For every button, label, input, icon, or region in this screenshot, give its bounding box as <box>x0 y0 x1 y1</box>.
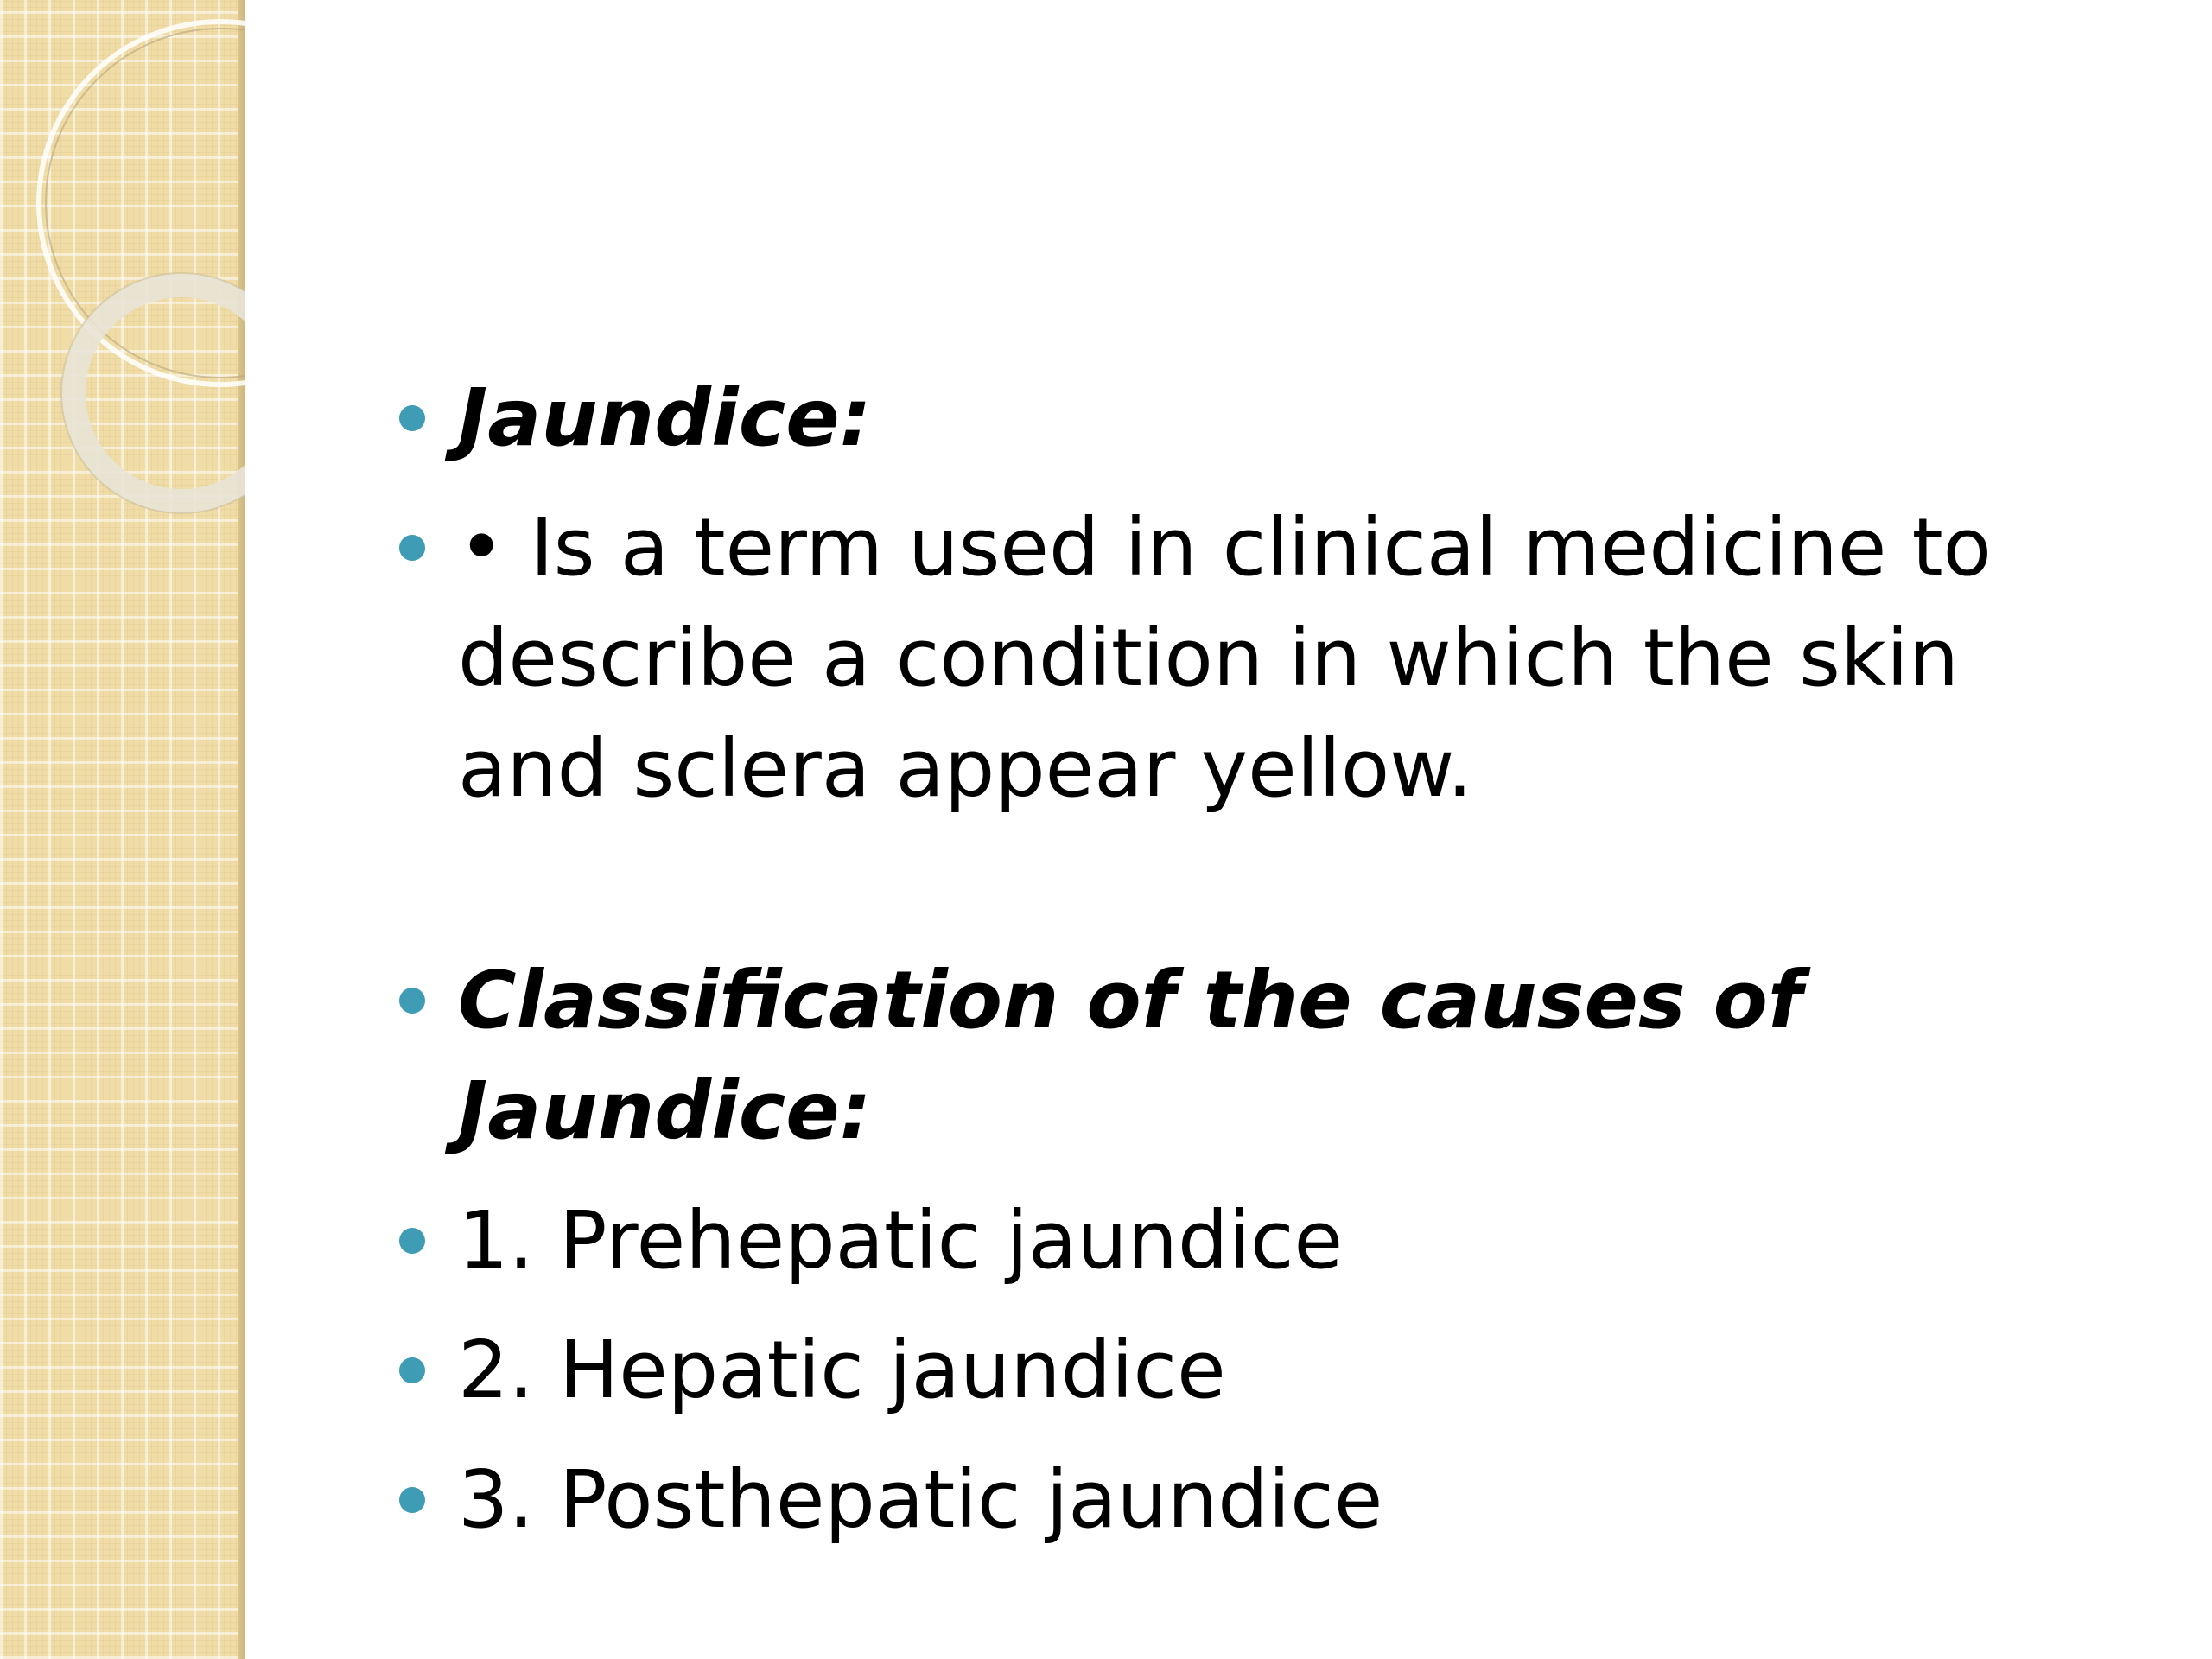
bullet-dot-icon <box>399 988 425 1014</box>
classification-heading: Classification of the causes of Jaundice: <box>458 954 1802 1157</box>
jaundice-definition: • Is a term used in clinical medicine to describe a condition in which the skin and sclera appear yellow. <box>458 501 1992 815</box>
decorative-rings <box>0 0 245 553</box>
jaundice-heading: Jaundice: <box>458 372 872 464</box>
bullet-dot-icon <box>399 1228 425 1254</box>
posthepatic-item: 3. Posthepatic jaundice <box>458 1453 1383 1546</box>
hepatic-item: 2. Hepatic jaundice <box>458 1324 1226 1416</box>
bullet-item-prehepatic <box>389 1185 2117 1296</box>
bullet-dot-icon <box>399 1487 425 1513</box>
prehepatic-item: 1. Prehepatic jaundice <box>458 1194 1344 1287</box>
bullet-item-jaundice-heading <box>389 363 2117 474</box>
bullet-item-definition <box>389 493 2117 824</box>
bullet-dot-icon <box>399 535 425 561</box>
small-ring <box>73 285 245 501</box>
bullet-item-hepatic <box>389 1315 2117 1426</box>
bullet-item-classification-heading <box>389 945 2117 1166</box>
bullet-dot-icon <box>399 1357 425 1383</box>
bullet-item-posthepatic <box>389 1445 2117 1555</box>
slide-body <box>389 363 2117 1555</box>
bullet-dot-icon <box>399 405 425 431</box>
large-ring <box>39 22 245 385</box>
